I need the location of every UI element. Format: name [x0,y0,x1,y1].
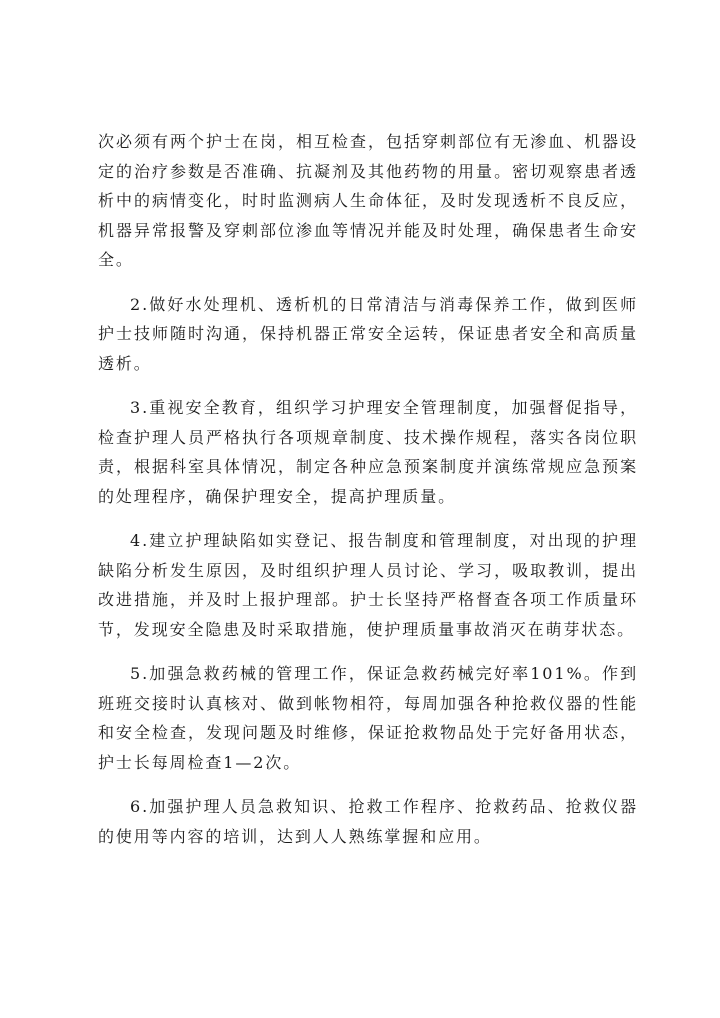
paragraph-item-6: 6.加强护理人员急救知识、抢救工作程序、抢救药品、抢救仪器的使用等内容的培训，达到人人熟练掌握和应用。 [98,797,638,846]
paragraph-gap [98,378,638,393]
paragraph-item-4: 4.建立护理缺陷如实登记、报告制度和管理制度，对出现的护理缺陷分析发生原因，及时组织护理人员讨论、学习，吸取教训，提出改进措施，并及时上报护理部。护士长坚持严格督查各项工作质量环节，发现安全隐患及时采取措施，使护理质量事故消灭在萌芽状态。 [98,531,638,639]
paragraph-continuation: 次必须有两个护士在岗，相互检查，包括穿刺部位有无渗血、机器设定的治疗参数是否准确、抗凝剂及其他药物的用量。密切观察患者透析中的病情变化，时时监测病人生命体征，及时发现透析不良反应，机器异常报警及穿刺部位渗血等情况并能及时处理，确保患者生命安全。 [98,132,638,269]
paragraph-item-2: 2.做好水处理机、透析机的日常清洁与消毒保养工作，做到医师护士技师随时沟通，保持机器正常安全运转，保证患者安全和高质量透析。 [98,294,638,373]
paragraph-item-5: 5.加强急救药械的管理工作，保证急救药械完好率101%。作到班班交接时认真核对、做到帐物相符，每周加强各种抢救仪器的性能和安全检查，发现问题及时维修，保证抢救物品处于完好备用状态，护士长每周检查1—2次。 [98,664,638,772]
document-body [98,127,638,851]
paragraph-gap [98,777,638,792]
paragraph-gap [98,644,638,659]
paragraph-gap [98,511,638,526]
paragraph-gap [98,275,638,290]
paragraph-item-3: 3.重视安全教育，组织学习护理安全管理制度，加强督促指导，检查护理人员严格执行各项规章制度、技术操作规程，落实各岗位职责，根据科室具体情况，制定各种应急预案制度并演练常规应急预案的处理程序，确保护理安全，提高护理质量。 [98,398,638,506]
